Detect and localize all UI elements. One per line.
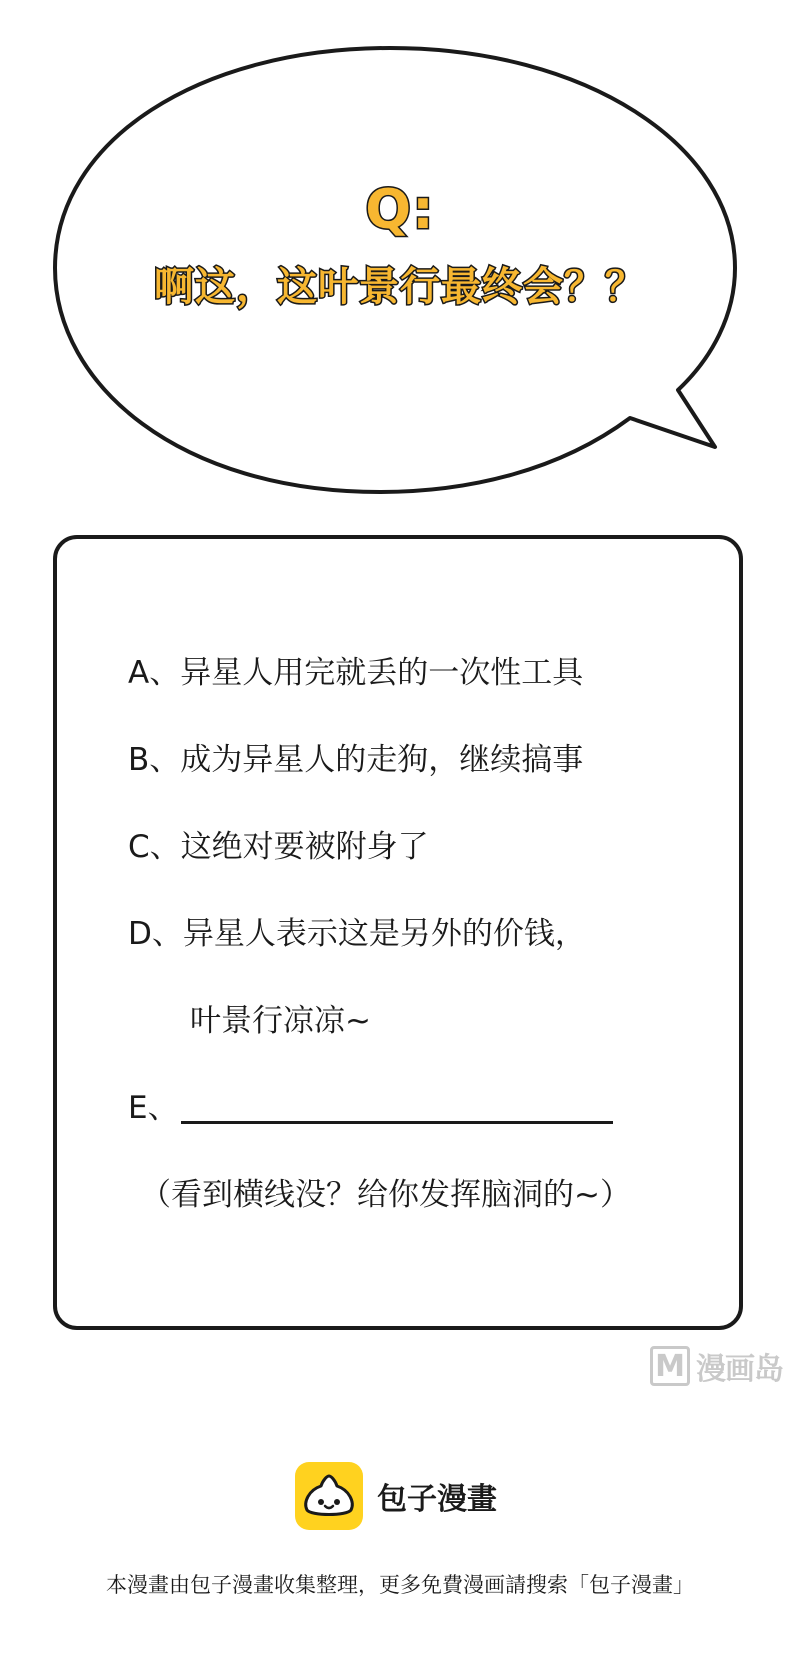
fill-in-blank-line [181,1121,613,1124]
option-d [128,914,586,954]
brand [295,1460,497,1532]
option-text: 、异星人用完就丢的一次性工具 [149,655,584,691]
option-letter: E [128,1090,148,1126]
footer-note: 本漫畫由包子漫畫收集整理，更多免費漫画請搜索「包子漫畫」 [106,1573,694,1597]
option-text: 、这绝对要被附身了 [149,829,429,865]
option-text: （看到横线没？给你发挥脑洞的~） [140,1177,631,1213]
option-b [128,740,583,780]
option-text: 、 [147,1090,179,1126]
option-letter: B [128,742,150,778]
brand-name: 包子漫畫 [377,1482,497,1517]
speech-bubble [0,0,800,520]
option-e [128,1088,613,1128]
manhuadao-watermark [650,1343,800,1389]
option-c [128,827,429,867]
bun-icon [295,1462,363,1530]
watermark-m-icon: M [650,1346,690,1386]
option-text: 、异星人表示这是另外的价钱， [151,916,586,952]
option-letter: A [128,655,150,691]
question-label: Q: [365,178,435,241]
option-letter: C [128,829,150,865]
option-e-hint [140,1175,631,1215]
watermark-text: 漫画岛 [696,1352,783,1387]
option-d-continued [190,1001,371,1041]
option-text: 叶景行凉凉~ [190,1003,371,1039]
option-letter: D [128,916,152,952]
option-text: 、成为异星人的走狗，继续搞事 [149,742,584,778]
option-a [128,653,583,693]
question-text: 啊这，这叶景行最终会？？ [154,264,646,310]
